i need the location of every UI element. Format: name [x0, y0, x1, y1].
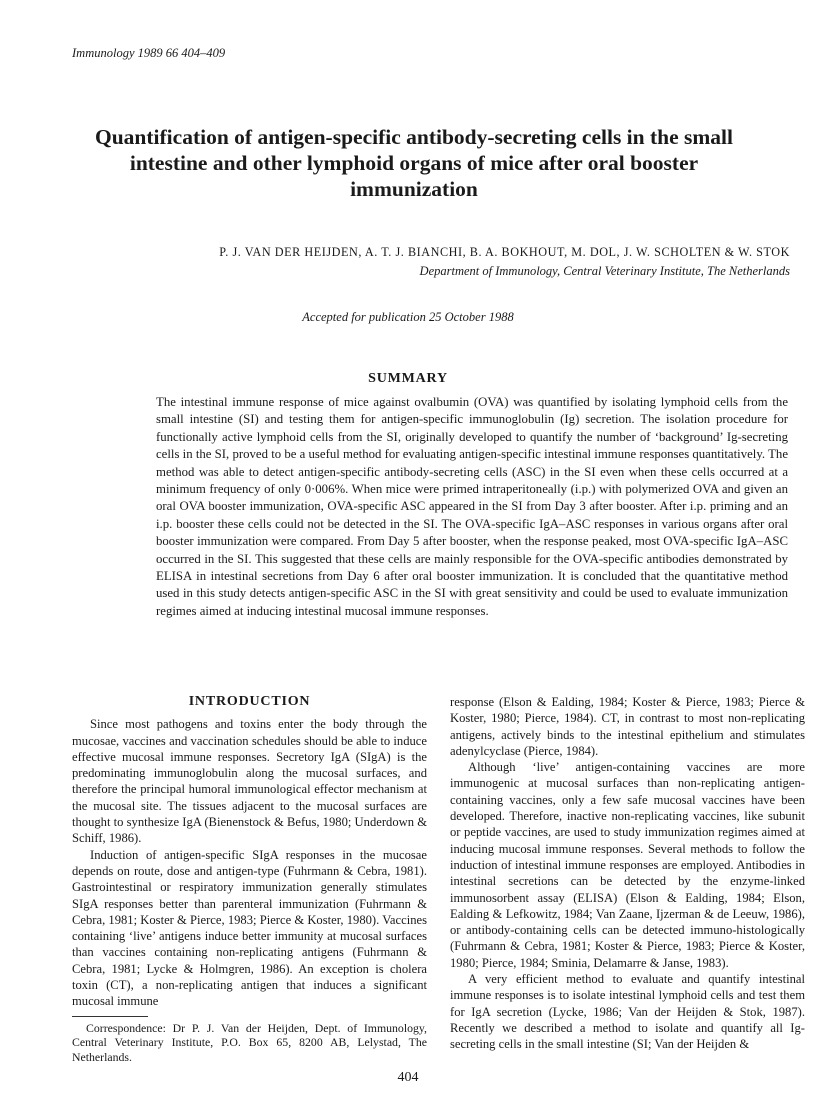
summary-heading: SUMMARY	[368, 371, 448, 386]
intro-paragraph-1: Since most pathogens and toxins enter the body through the mucosae, vaccines and vaccination schedules should be able to induce effective mucosal immune responses. Secretory IgA (SIgA) is the predominating immunoglobulin along the mucosal surfaces, and therefore the principal humoral immunological effector mechanism at the mucosal site. The tissues adjacent to the mucosal surfaces are thought to synthesize IgA (Bienenstock & Befus, 1980; Underdown & Schiff, 1986).	[72, 717, 427, 846]
left-column	[72, 694, 427, 1064]
right-column	[450, 694, 805, 1053]
accepted-date: Accepted for publication 25 October 1988	[302, 310, 514, 324]
journal-reference: Immunology 1989 66 404–409	[72, 46, 226, 60]
footnote-rule	[72, 1016, 148, 1017]
author-list: P. J. VAN DER HEIJDEN, A. T. J. BIANCHI, B. A. BOKHOUT, M. DOL, J. W. SCHOLTEN & W. STOK	[219, 245, 790, 259]
affiliation: Department of Immunology, Central Veterinary Institute, The Netherlands	[419, 264, 790, 278]
intro-paragraph-4: A very efficient method to evaluate and quantify intestinal immune responses is to isolate intestinal lymphoid cells and test them for IgA secretion (Lycke, 1986; Van der Heijden & Stok, 1987). Recently we described a method to isolate and quantify all Ig-secreting cells in the small intestine (SI; Van der Heijden &	[450, 972, 805, 1052]
summary-text: The intestinal immune response of mice against ovalbumin (OVA) was quantified by isolating lymphoid cells from the small intestine (SI) and testing them for antigen-specific immunoglobulin (Ig) secretion. The isolation procedure for functionally active lymphoid cells from the SI, originally developed to quantify the number of ‘background’ Ig-secreting cells in the SI, proved to be a useful method for evaluating antigen-specific intestinal immune responses quantitatively. The method was able to detect antigen-specific antibody-secreting cells (ASC) in the SI even when these cells occurred at a minimum frequency of only 0·006%. When mice were primed intraperitoneally (i.p.) with polymerized OVA and given an oral OVA booster immunization, OVA-specific ASC appeared in the SI from Day 3 after booster. After i.p. priming and an i.p. booster these cells could not be detected in the SI. The OVA-specific IgA–ASC responses in various organs after oral booster immunization were compared. From Day 5 after booster, when the response peaked, most OVA-specific IgA–ASC occurred in the SI. This suggested that these cells are mainly responsible for the OVA-specific antibodies demonstrated by ELISA in intestinal secretions from Day 6 after oral booster immunization. It is concluded that the quantitative method used in this study detects antigen-specific ASC in the SI with great sensitivity and could be used to evaluate immunization regimes aimed at inducing intestinal mucosal immune responses.	[156, 395, 788, 618]
intro-paragraph-2: Induction of antigen-specific SIgA responses in the mucosae depends on route, dose and antigen-type (Fuhrmann & Cebra, 1981). Gastrointestinal or respiratory immunization generally stimulates SIgA responses better than parenteral immunization (Fuhrmann & Cebra, 1981; Koster & Pierce, 1983; Pierce & Koster, 1980). Vaccines containing ‘live’ antigens induce better immunity at mucosal surfaces than vaccines containing non-replicating antigens (Fuhrmann & Cebra, 1981; Lycke & Holmgren, 1986). An exception is cholera toxin (CT), a non-replicating antigen that induces a significant mucosal immune	[72, 847, 427, 1009]
introduction-heading: INTRODUCTION	[188, 694, 311, 709]
intro-paragraph-3: Although ‘live’ antigen-containing vaccines are more immunogenic at mucosal surfaces than non-replicating antigen-containing vaccines, only a few safe mucosal vaccines have been developed. Therefore, inactive non-replicating vaccines, like subunit or peptide vaccines, are used to study immunization regimes aimed at inducing mucosal immune responses. Several methods to follow the induction of intestinal immune responses are employed. Antibodies in intestinal secretions can be detected by the enzyme-linked immunosorbent assay (ELISA) (Elson & Ealding, 1984; Elson, Ealding & Lefkowitz, 1984; Van Zaane, Ijzerman & de Leeuw, 1986), or antibody-containing cells can be detected immuno-histologically (Fuhrmann & Cebra, 1981; Koster & Pierce, 1983; Pierce & Koster, 1980; Pierce, 1984; Sminia, Delamarre & Janse, 1983).	[450, 760, 805, 970]
correspondence-footnote: Correspondence: Dr P. J. Van der Heijden, Dept. of Immunology, Central Veterinary Institute, P.O. Box 65, 8200 AB, Lelystad, The Netherlands.	[72, 1020, 427, 1064]
page-number: 404	[397, 1070, 419, 1085]
intro-paragraph-2-continued: response (Elson & Ealding, 1984; Koster & Pierce, 1983; Pierce & Koster, 1980; Pierce, 1984). CT, in contrast to most non-replicating antigens, actively binds to the intestinal epithelium and stimulates adenylcyclase (Pierce, 1984).	[450, 695, 805, 758]
article-title: Quantification of antigen-specific antibody-secreting cells in the small intestine and other lymphoid organs of mice after oral booster immunization	[95, 125, 733, 201]
